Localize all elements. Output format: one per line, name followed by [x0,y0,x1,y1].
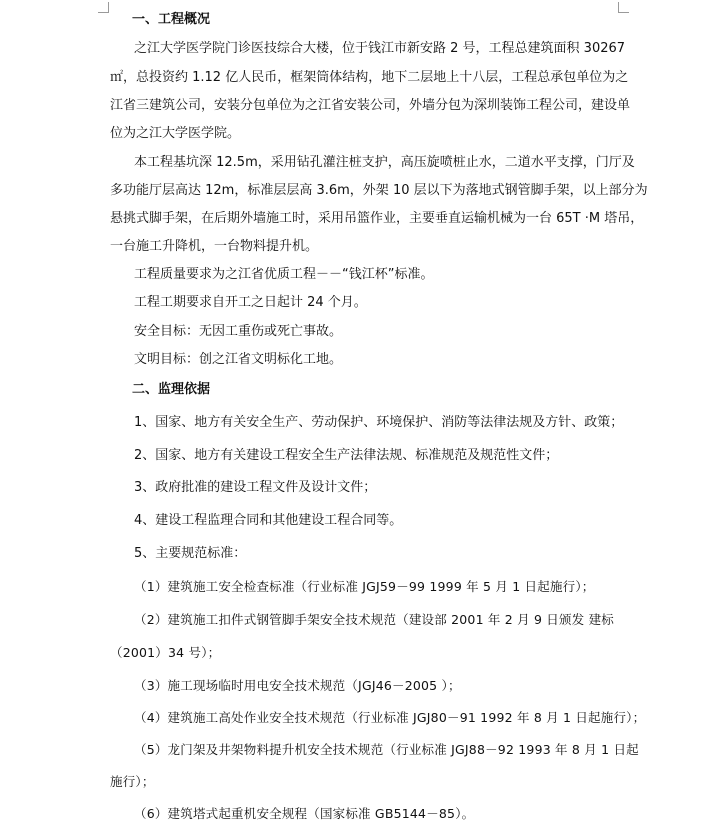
standard-3: （3）施工现场临时用电安全技术规范（JGJ46－2005 ）； [134,678,461,693]
standard-5-line-1: （5）龙门架及井架物料提升机安全技术规范（行业标准 JGJ88－92 1993 年 8 月 1 日起 [134,742,639,757]
section2-heading: 二、监理依据 [132,382,211,397]
basis-item-3: 3、政府批准的建设工程文件及设计文件； [134,480,377,495]
section1-heading: 一、工程概况 [132,12,211,27]
standard-2-line-2: （2001）34 号）； [110,645,221,660]
overview-line-2: ㎡，总投资约 1.12 亿人民币，框架筒体结构，地下二层地上十八层，工程总承包单位为之 [110,70,629,85]
foundation-line-3: 悬挑式脚手架，在后期外墙施工时，采用吊篮作业，主要垂直运输机械为一台 65T ·M 塔吊， [110,211,644,226]
crop-mark-top-left [98,2,109,13]
basis-item-5: 5、主要规范标准： [134,546,247,561]
basis-item-2: 2、国家、地方有关建设工程安全生产法律法规、标准规范及规范性文件； [134,448,559,463]
standard-5-line-2: 施行）； [110,774,155,789]
safety-target: 安全目标：无因工重伤或死亡事故。 [134,324,343,339]
overview-line-3: 江省三建筑公司，安装分包单位为之江省安装公司，外墙分包为深圳装饰工程公司，建设单 [110,98,631,113]
standard-4: （4）建筑施工高处作业安全技术规范（行业标准 JGJ80－91 1992 年 8 月 1 日起施行）； [134,710,646,725]
standard-1: （1）建筑施工安全检查标准（行业标准 JGJ59－99 1999 年 5 月 1 日起施行）； [134,579,595,594]
schedule-requirement: 工程工期要求自开工之日起计 24 个月。 [134,295,367,310]
basis-item-1: 1、国家、地方有关安全生产、劳动保护、环境保护、消防等法律法规及方针、政策； [134,415,624,430]
standard-6: （6）建筑塔式起重机安全规程（国家标准 GB5144－85）。 [134,806,475,821]
quality-requirement: 工程质量要求为之江省优质工程－－“钱江杯”标准。 [134,267,434,282]
basis-item-4: 4、建设工程监理合同和其他建设工程合同等。 [134,513,403,528]
overview-line-4: 位为之江大学医学院。 [110,126,241,141]
foundation-line-2: 多功能厅层高达 12m，标准层层高 3.6m，外架 10 层以下为落地式钢管脚手架，以上部分为 [110,183,648,198]
foundation-line-1: 本工程基坑深 12.5m，采用钻孔灌注桩支护，高压旋喷桩止水，二道水平支撑，门厅及 [134,155,635,170]
civilized-target: 文明目标：创之江省文明标化工地。 [134,352,343,367]
standard-2-line-1: （2）建筑施工扣件式钢管脚手架安全技术规范（建设部 2001 年 2 月 9 日颁发 建标 [134,612,614,627]
foundation-line-4: 一台施工升降机，一台物料提升机。 [110,239,319,254]
overview-line-1: 之江大学医学院门诊医技综合大楼，位于钱江市新安路 2 号，工程总建筑面积 30267 [134,41,626,56]
